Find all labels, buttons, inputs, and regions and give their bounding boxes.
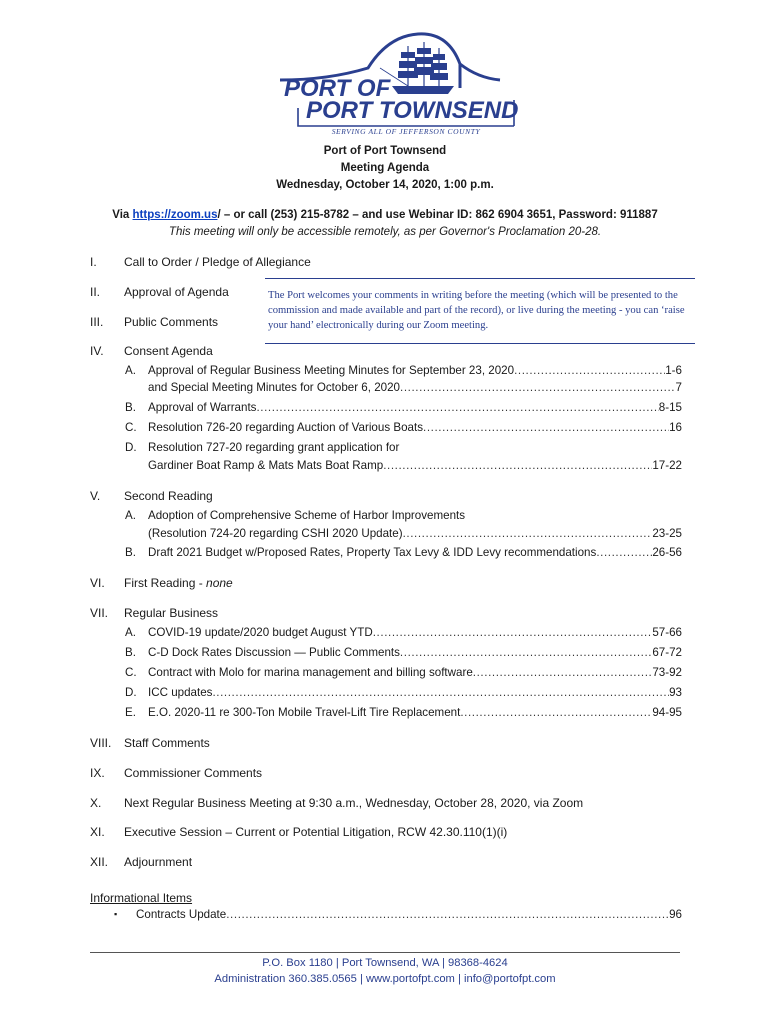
consent-a-text: Approval of Regular Business Meeting Minutes for September 23, 2020: [148, 364, 515, 377]
footer-address: P.O. Box 1180 | Port Townsend, WA | 98368-4624: [262, 957, 508, 969]
remote-note: This meeting will only be accessible remotely, as per Governor's Proclamation 20-28.: [168, 226, 602, 238]
second-a-line1: Adoption of Comprehensive Scheme of Harbor Improvements: [148, 509, 466, 522]
regular-e-page: 94-95: [652, 706, 682, 719]
section-number: X.: [90, 796, 102, 810]
consent-b-text: Approval of Warrants: [148, 401, 257, 414]
section-number: IV.: [90, 344, 104, 358]
informational-item-page: 96: [669, 908, 682, 921]
port-logo-graphic: [268, 28, 522, 138]
section-number: XI.: [90, 825, 105, 839]
consent-d-line2: [148, 459, 682, 472]
regular-e-text: E.O. 2020-11 re 300-Ton Mobile Travel-Lift Tire Replacement: [148, 706, 461, 719]
regular-a: [148, 626, 682, 639]
section-title: Call to Order / Pledge of Allegiance: [124, 255, 311, 269]
regular-b-letter: B.: [125, 646, 136, 659]
bullet-icon: ▪: [114, 909, 118, 919]
informational-item: [136, 908, 682, 921]
consent-b-letter: B.: [125, 401, 136, 414]
org-name: Port of Port Townsend: [323, 145, 447, 157]
logo-line1: PORT OF: [284, 75, 391, 102]
consent-a-line1: [148, 364, 682, 377]
regular-e: [148, 706, 682, 719]
regular-b: [148, 646, 682, 659]
consent-b-page: 8-15: [658, 401, 682, 414]
second-a-letter: A.: [125, 509, 136, 522]
section-number: V.: [90, 489, 101, 503]
access-details: / – or call (253) 215-8782 – and use Webinar ID: 862 6904 3651, Password: 911887: [217, 209, 658, 221]
access-line: [0, 209, 770, 221]
regular-a-text: COVID-19 update/2020 budget August YTD: [148, 626, 373, 639]
regular-b-text: C-D Dock Rates Discussion — Public Comments: [148, 646, 400, 659]
footer-divider: [90, 952, 680, 953]
doc-title: Meeting Agenda: [340, 162, 430, 174]
consent-a-letter: A.: [125, 364, 136, 377]
regular-c-text: Contract with Molo for marina management and billing software: [148, 666, 473, 679]
section-number: XII.: [90, 855, 109, 869]
section-number: III.: [90, 315, 104, 329]
second-b-text: Draft 2021 Budget w/Proposed Rates, Property Tax Levy & IDD Levy recommendations: [148, 546, 597, 559]
consent-a-line2: [148, 381, 682, 394]
consent-d-line1: Resolution 727-20 regarding grant application for: [148, 441, 400, 454]
section-title: Staff Comments: [124, 736, 210, 750]
regular-c-page: 73-92: [652, 666, 682, 679]
regular-e-letter: E.: [125, 706, 136, 719]
regular-d-page: 93: [669, 686, 682, 699]
second-a-page: 23-25: [652, 527, 682, 540]
logo-tagline: SERVING ALL OF JEFFERSON COUNTY: [331, 127, 481, 136]
section-title: Approval of Agenda: [124, 285, 229, 299]
regular-a-page: 57-66: [652, 626, 682, 639]
consent-c: [148, 421, 682, 434]
second-b: [148, 546, 682, 559]
regular-d-letter: D.: [125, 686, 137, 699]
section-number: II.: [90, 285, 101, 299]
regular-c-letter: C.: [125, 666, 137, 679]
section-number: IX.: [90, 766, 105, 780]
regular-d: [148, 686, 682, 699]
consent-a2-text: and Special Meeting Minutes for October 6, 2020: [148, 381, 400, 394]
regular-d-text: ICC updates: [148, 686, 213, 699]
section-title-italic: none: [206, 576, 233, 590]
footer-contact: Administration 360.385.0565 | www.portofpt.com | info@portofpt.com: [214, 973, 556, 985]
consent-d-letter: D.: [125, 441, 137, 454]
section-title: Adjournment: [124, 855, 193, 869]
consent-c-page: 16: [669, 421, 682, 434]
consent-c-text: Resolution 726-20 regarding Auction of Various Boats: [148, 421, 423, 434]
section-number: VI.: [90, 576, 105, 590]
section-number: VIII.: [90, 736, 112, 750]
consent-b: [148, 401, 682, 414]
sailing-ship-icon: [380, 42, 454, 94]
regular-a-letter: A.: [125, 626, 136, 639]
zoom-link[interactable]: https://zoom.us: [132, 209, 218, 221]
second-a-line2: [148, 527, 682, 540]
second-a-text: (Resolution 724-20 regarding CSHI 2020 Update): [148, 527, 403, 540]
consent-a-page: 1-6: [665, 364, 682, 377]
port-logo: [268, 28, 522, 138]
section-title: [124, 576, 233, 590]
section-title: Public Comments: [124, 315, 219, 329]
informational-title: Informational Items: [90, 891, 193, 905]
regular-c: [148, 666, 682, 679]
meeting-date: Wednesday, October 14, 2020, 1:00 p.m.: [276, 179, 494, 191]
consent-c-letter: C.: [125, 421, 137, 434]
second-b-letter: B.: [125, 546, 136, 559]
section-title: Executive Session – Current or Potential Litigation, RCW 42.30.110(1)(i): [124, 825, 508, 839]
logo-line2: PORT TOWNSEND: [306, 97, 519, 124]
consent-d-text: Gardiner Boat Ramp & Mats Mats Boat Ramp: [148, 459, 384, 472]
section-number: I.: [90, 255, 97, 269]
section-title-main: First Reading -: [124, 576, 207, 590]
section-title: Consent Agenda: [124, 344, 213, 358]
callout-text: The Port welcomes your comments in writing before the meeting (which will be presented to the commission and made available and part of the record), or live during the meeting - you can ‘raise your hand’ electronically during our Zoom meeting.: [268, 290, 685, 331]
consent-d-page: 17-22: [652, 459, 682, 472]
consent-a2-page: 7: [675, 381, 682, 394]
section-number: VII.: [90, 606, 109, 620]
section-title: Second Reading: [124, 489, 213, 503]
section-title: Regular Business: [124, 606, 219, 620]
informational-item-text: Contracts Update: [136, 908, 227, 921]
access-prefix: Via: [112, 209, 133, 221]
public-comment-callout: [265, 278, 695, 344]
section-title: Next Regular Business Meeting at 9:30 a.m., Wednesday, October 28, 2020, via Zoom: [124, 796, 584, 810]
regular-b-page: 67-72: [652, 646, 682, 659]
section-title: Commissioner Comments: [124, 766, 263, 780]
second-b-page: 26-56: [652, 546, 682, 559]
